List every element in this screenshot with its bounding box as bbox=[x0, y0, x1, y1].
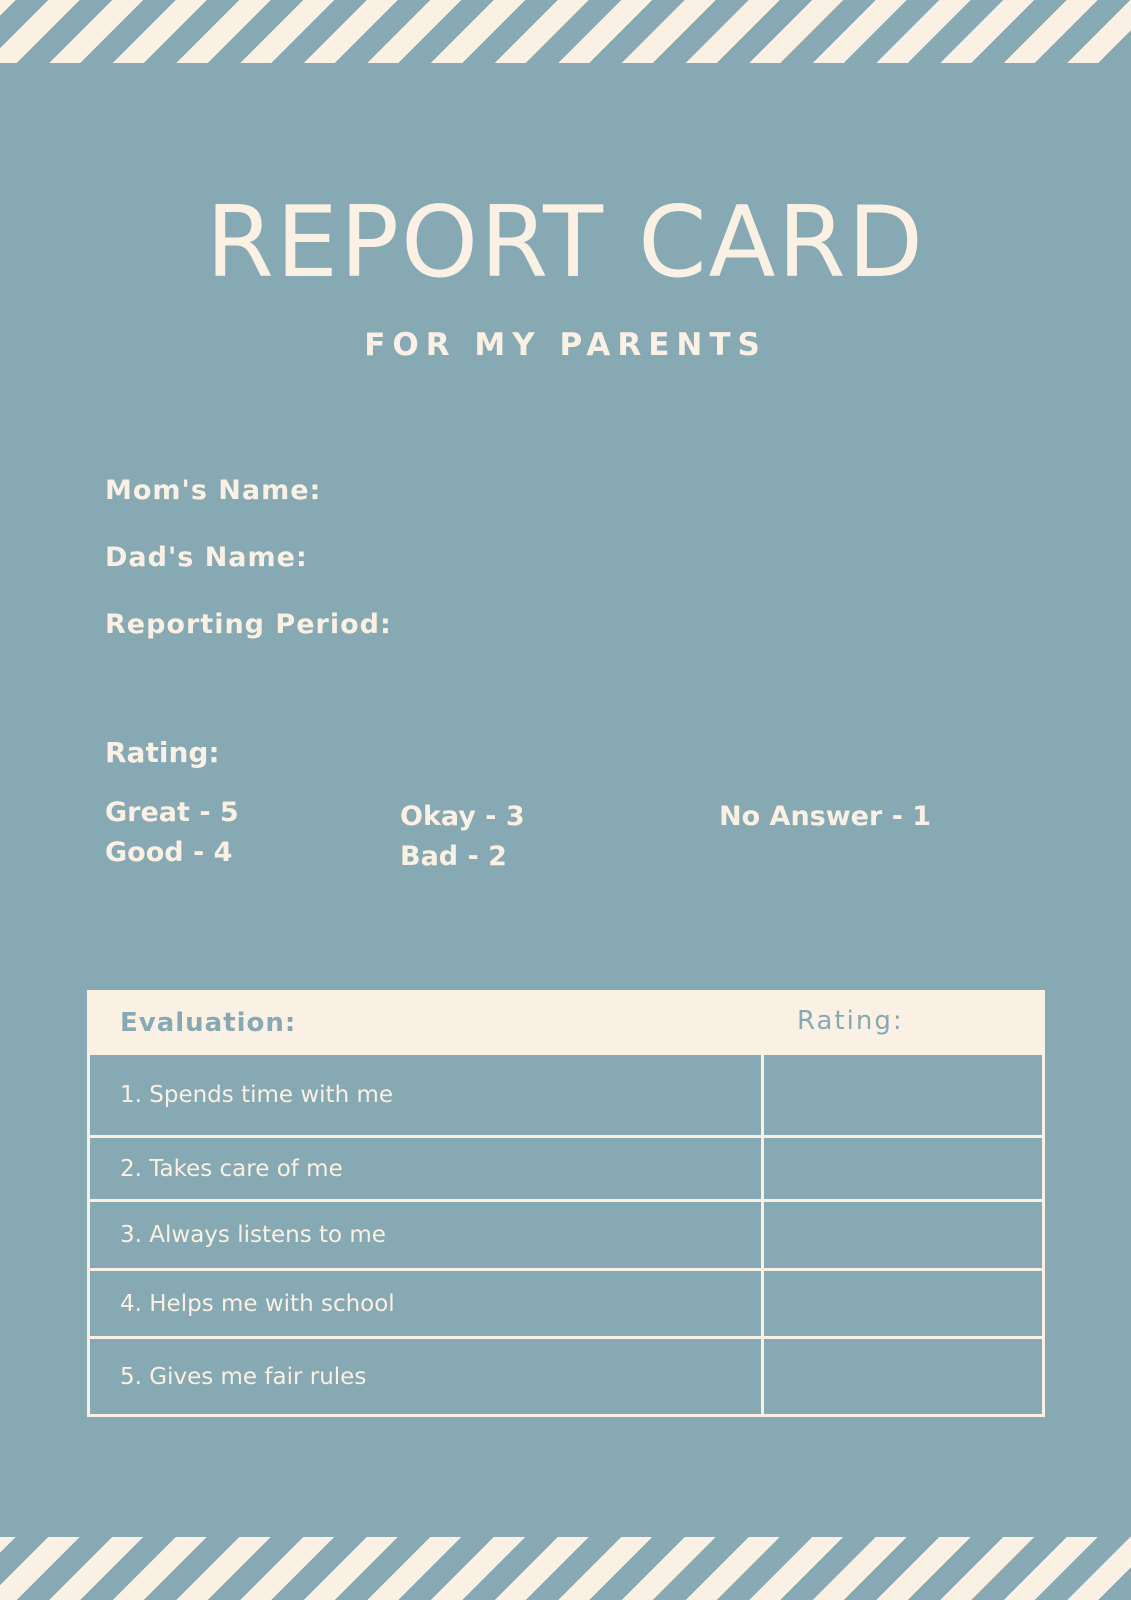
scale-bad: Bad - 2 bbox=[400, 841, 507, 872]
evaluation-item: 2. Takes care of me bbox=[90, 1138, 764, 1199]
scale-okay: Okay - 3 bbox=[400, 801, 525, 832]
rating-scale-heading: Rating: bbox=[105, 736, 220, 769]
scale-no-answer: No Answer - 1 bbox=[719, 801, 932, 832]
evaluation-item: 3. Always listens to me bbox=[90, 1202, 764, 1268]
evaluation-item: 5. Gives me fair rules bbox=[90, 1339, 764, 1414]
evaluation-table-header bbox=[87, 990, 1045, 1055]
evaluation-rows bbox=[87, 1055, 1045, 1417]
page-title: REPORT CARD bbox=[205, 186, 926, 300]
rating-cell[interactable] bbox=[764, 1055, 1042, 1135]
scale-good: Good - 4 bbox=[105, 837, 233, 868]
rating-column-header: Rating: bbox=[797, 1006, 904, 1036]
rating-cell[interactable] bbox=[764, 1138, 1042, 1199]
bottom-stripe-border bbox=[0, 1537, 1131, 1600]
rating-cell[interactable] bbox=[764, 1202, 1042, 1268]
scale-great: Great - 5 bbox=[105, 797, 239, 828]
evaluation-table bbox=[87, 990, 1045, 1417]
table-row bbox=[90, 1339, 1042, 1417]
top-stripe-border bbox=[0, 0, 1131, 63]
evaluation-item: 1. Spends time with me bbox=[90, 1055, 764, 1135]
table-row bbox=[90, 1271, 1042, 1339]
table-row bbox=[90, 1055, 1042, 1138]
table-row bbox=[90, 1138, 1042, 1202]
evaluation-item: 4. Helps me with school bbox=[90, 1271, 764, 1336]
rating-cell[interactable] bbox=[764, 1271, 1042, 1336]
page-subtitle: FOR MY PARENTS bbox=[364, 327, 767, 363]
mom-name-label: Mom's Name: bbox=[105, 475, 322, 506]
evaluation-column-header: Evaluation: bbox=[120, 1008, 297, 1038]
reporting-period-label: Reporting Period: bbox=[105, 609, 392, 640]
rating-cell[interactable] bbox=[764, 1339, 1042, 1414]
table-row bbox=[90, 1202, 1042, 1271]
dad-name-label: Dad's Name: bbox=[105, 542, 308, 573]
